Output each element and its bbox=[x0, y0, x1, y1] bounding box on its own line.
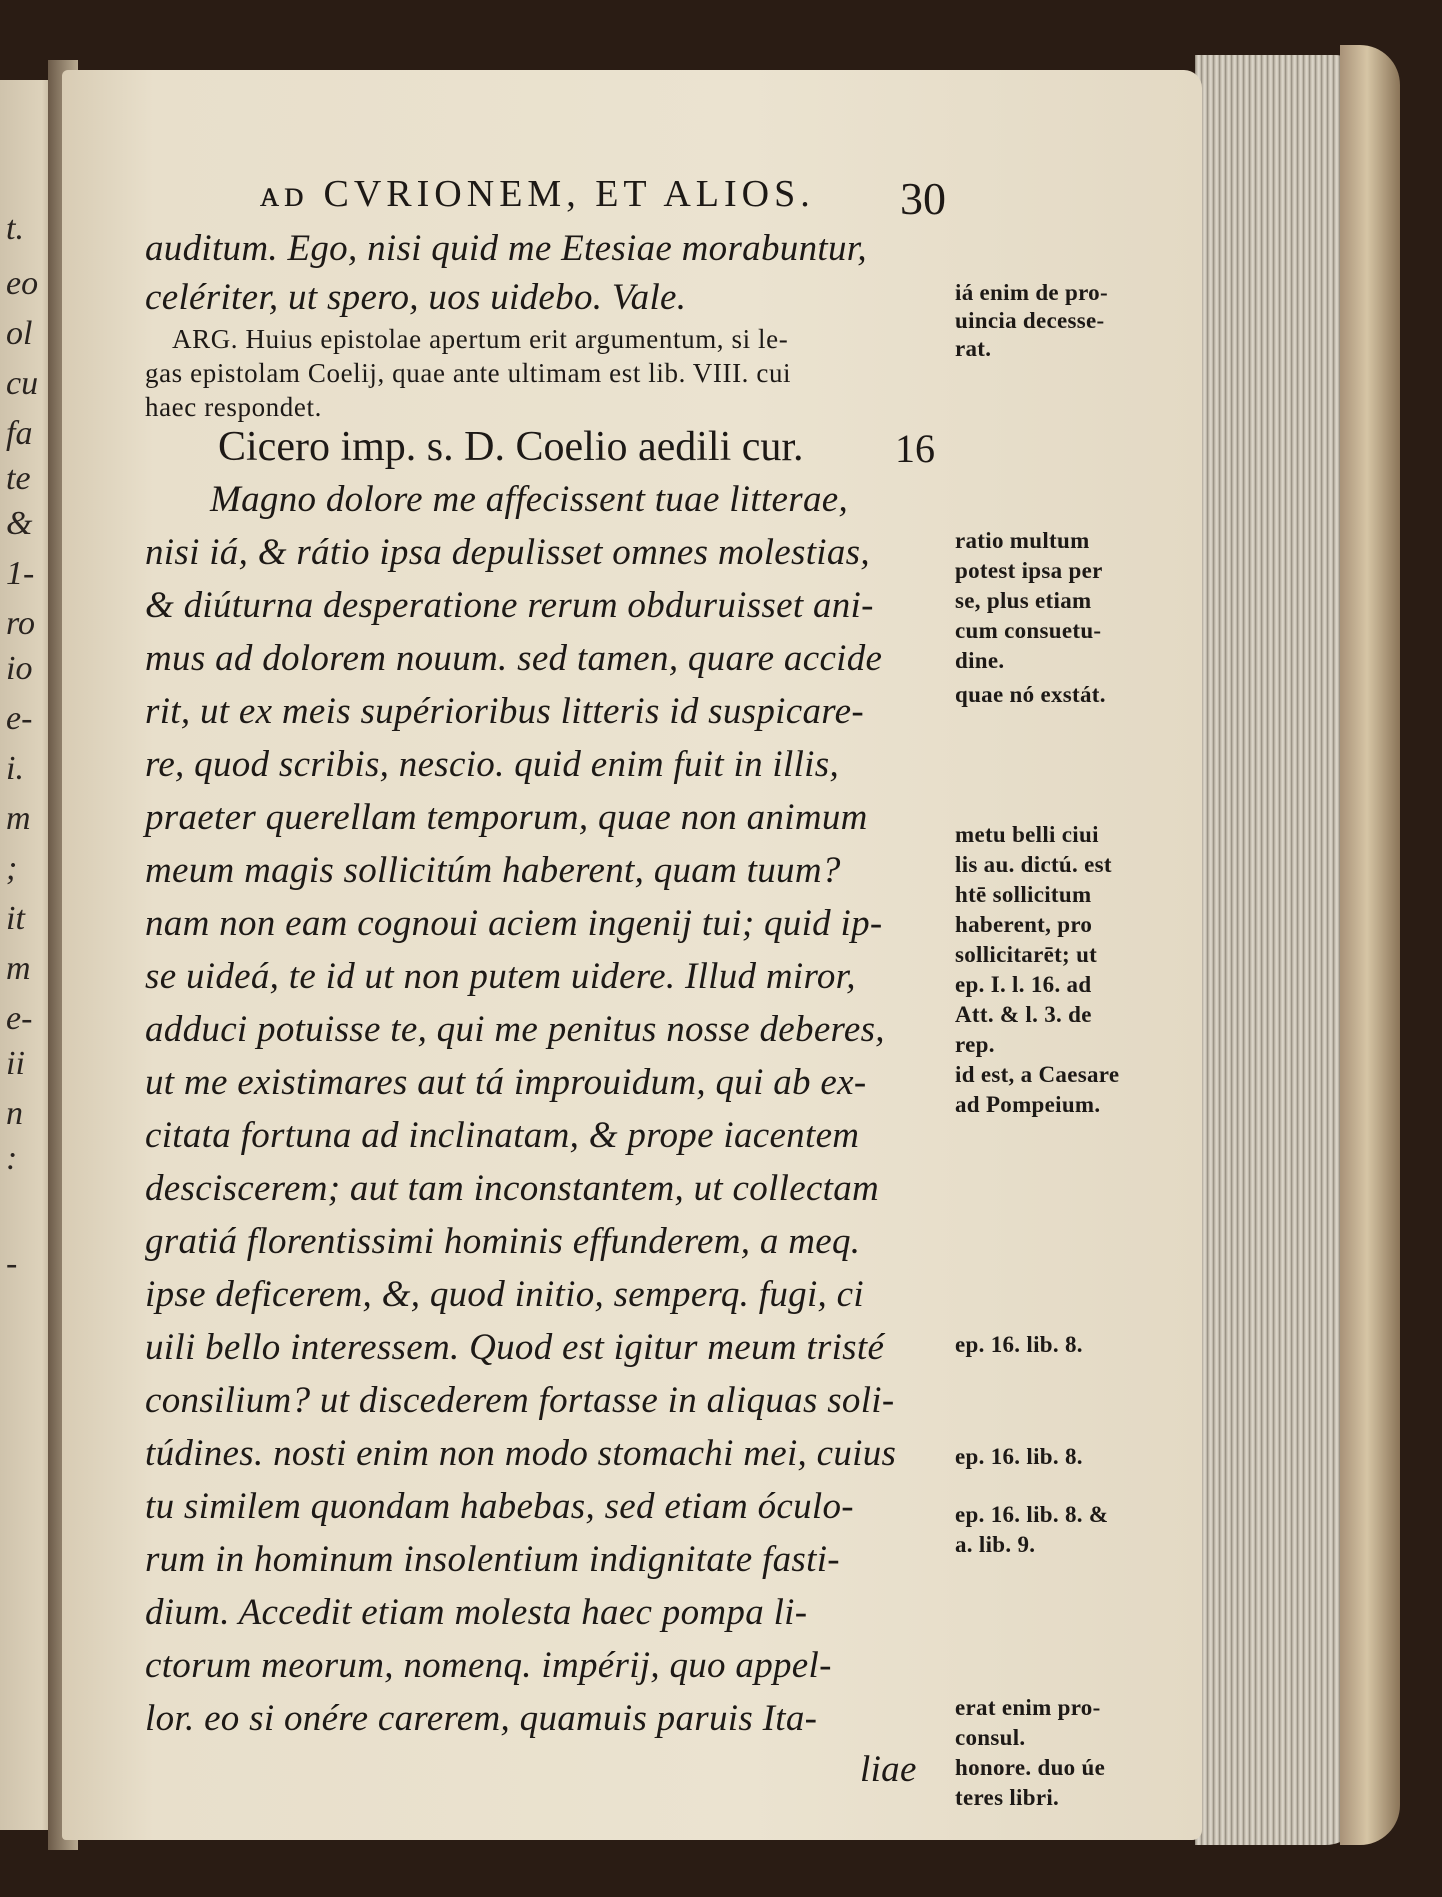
body-line: nisi iá, & rátio ipsa depulisset omnes molestias, bbox=[145, 532, 870, 573]
body-line: meum magis sollicitúm haberent, quam tuum? bbox=[145, 850, 841, 891]
margin-note: a. lib. 9. bbox=[955, 1532, 1036, 1557]
body-line: desciscerem; aut tam inconstantem, ut collectam bbox=[145, 1168, 880, 1209]
body-line: citata fortuna ad inclinatam, & prope iacentem bbox=[145, 1115, 860, 1156]
left-page-fragment: it bbox=[6, 900, 25, 937]
left-page-fragment: te bbox=[6, 460, 31, 497]
argument-line: ARG. Huius epistolae apertum erit argumentum, si le- bbox=[172, 324, 789, 354]
left-page-fragment: io bbox=[6, 650, 33, 687]
body-line: ctorum meorum, nomenq. impérij, quo appel- bbox=[145, 1645, 832, 1686]
margin-note: quae nó exstát. bbox=[955, 682, 1106, 707]
epistle-number: 16 bbox=[895, 426, 935, 471]
left-page-fragment: n bbox=[6, 1095, 23, 1132]
body-line: & diúturna desperatione rerum obduruisset ani- bbox=[145, 585, 874, 626]
body-line: rit, ut ex meis supérioribus litteris id suspicare- bbox=[145, 691, 864, 732]
left-page-fragment: eo bbox=[6, 265, 39, 302]
left-page-fragment: cu bbox=[6, 365, 39, 402]
body-line: mus ad dolorem nouum. sed tamen, quare accide bbox=[145, 638, 883, 679]
margin-note: se, plus etiam bbox=[955, 588, 1092, 613]
left-page-fragment: : bbox=[6, 1140, 18, 1177]
running-head: ᴀᴅ CVRIONEM, ET ALIOS. bbox=[260, 173, 815, 215]
margin-note: rep. bbox=[955, 1032, 995, 1057]
argument-line: haec respondet. bbox=[145, 392, 322, 422]
body-line: uili bello interessem. Quod est igitur meum tristé bbox=[145, 1327, 885, 1368]
left-page-fragment: i. bbox=[6, 750, 24, 787]
left-page-fragment: - bbox=[6, 1245, 18, 1282]
margin-note: ad Pompeium. bbox=[955, 1092, 1101, 1117]
margin-note: ep. I. l. 16. ad bbox=[955, 972, 1092, 997]
left-page-fragment: ol bbox=[6, 315, 33, 352]
margin-note: uincia decesse- bbox=[955, 308, 1105, 333]
body-line: gratiá florentissimi hominis effunderem, a meq. bbox=[145, 1221, 861, 1262]
margin-note: potest ipsa per bbox=[955, 558, 1103, 583]
epistle-heading: Cicero imp. s. D. Coelio aedili cur. bbox=[218, 424, 804, 470]
body-line: re, quod scribis, nescio. quid enim fuit in illis, bbox=[145, 744, 839, 785]
left-page-fragment: & bbox=[6, 505, 33, 542]
left-page-fragment: ii bbox=[6, 1045, 25, 1082]
margin-note: Att. & l. 3. de bbox=[955, 1002, 1092, 1027]
catchword: liae bbox=[860, 1749, 917, 1790]
left-page-fragment: 1- bbox=[6, 555, 35, 592]
margin-note: teres libri. bbox=[955, 1785, 1060, 1810]
margin-note: cum consuetu- bbox=[955, 618, 1102, 643]
folio-number: 30 bbox=[900, 173, 946, 224]
margin-note: id est, a Caesare bbox=[955, 1062, 1120, 1087]
body-line: túdines. nosti enim non modo stomachi mei, cuius bbox=[145, 1433, 897, 1474]
body-line: rum in hominum insolentium indignitate fasti- bbox=[145, 1539, 840, 1580]
margin-note: sollicitarēt; ut bbox=[955, 942, 1098, 967]
margin-note: ratio multum bbox=[955, 528, 1090, 553]
body-line: praeter querellam temporum, quae non animum bbox=[145, 797, 868, 838]
left-page-fragment: e- bbox=[6, 1000, 33, 1037]
margin-note: consul. bbox=[955, 1725, 1026, 1750]
body-line: lor. eo si onére carerem, quamuis paruis Ita- bbox=[145, 1698, 818, 1739]
margin-note: haberent, pro bbox=[955, 912, 1093, 937]
text-line: celériter, ut spero, uos uidebo. Vale. bbox=[145, 277, 687, 318]
body-line: dium. Accedit etiam molesta haec pompa li- bbox=[145, 1592, 808, 1633]
body-line: nam non eam cognoui aciem ingenij tui; quid ip- bbox=[145, 903, 883, 944]
body-line: ut me existimares aut tá improuidum, qui ab ex- bbox=[145, 1062, 867, 1103]
margin-note: lis au. dictú. est bbox=[955, 852, 1112, 877]
body-line: Magno dolore me affecissent tuae litterae, bbox=[210, 479, 849, 520]
left-page-fragment: e- bbox=[6, 700, 33, 737]
left-page-fragment: m bbox=[6, 800, 31, 837]
margin-note: htē sollicitum bbox=[955, 882, 1092, 907]
margin-note: erat enim pro- bbox=[955, 1695, 1101, 1720]
margin-note: ep. 16. lib. 8. bbox=[955, 1444, 1083, 1469]
text-line: auditum. Ego, nisi quid me Etesiae morabuntur, bbox=[145, 228, 867, 269]
margin-note: honore. duo úe bbox=[955, 1755, 1106, 1780]
left-page-fragment: m bbox=[6, 950, 31, 987]
margin-note: ep. 16. lib. 8. & bbox=[955, 1502, 1109, 1527]
body-line: ipse deficerem, &, quod initio, semperq. fugi, ci bbox=[145, 1274, 864, 1315]
body-line: consilium? ut discederem fortasse in aliquas soli- bbox=[145, 1380, 895, 1421]
body-line: adduci potuisse te, qui me penitus nosse deberes, bbox=[145, 1009, 885, 1050]
body-line: tu similem quondam habebas, sed etiam óculo- bbox=[145, 1486, 854, 1527]
vellum-cover-edge bbox=[1340, 45, 1400, 1845]
left-page-fragment: ro bbox=[6, 605, 35, 642]
body-line: se uideá, te id ut non putem uidere. Illud miror, bbox=[145, 956, 856, 997]
left-page-fragment: t. bbox=[6, 210, 24, 247]
argument-line: gas epistolam Coelij, quae ante ultimam est lib. VIII. cui bbox=[145, 358, 792, 388]
margin-note: iá enim de pro- bbox=[955, 280, 1108, 305]
left-page-fragment: ; bbox=[6, 850, 18, 887]
left-page-fragment: fa bbox=[6, 415, 33, 452]
margin-note: ep. 16. lib. 8. bbox=[955, 1332, 1083, 1357]
margin-note: dine. bbox=[955, 648, 1005, 673]
margin-note: rat. bbox=[955, 336, 992, 361]
margin-note: metu belli ciui bbox=[955, 822, 1099, 847]
